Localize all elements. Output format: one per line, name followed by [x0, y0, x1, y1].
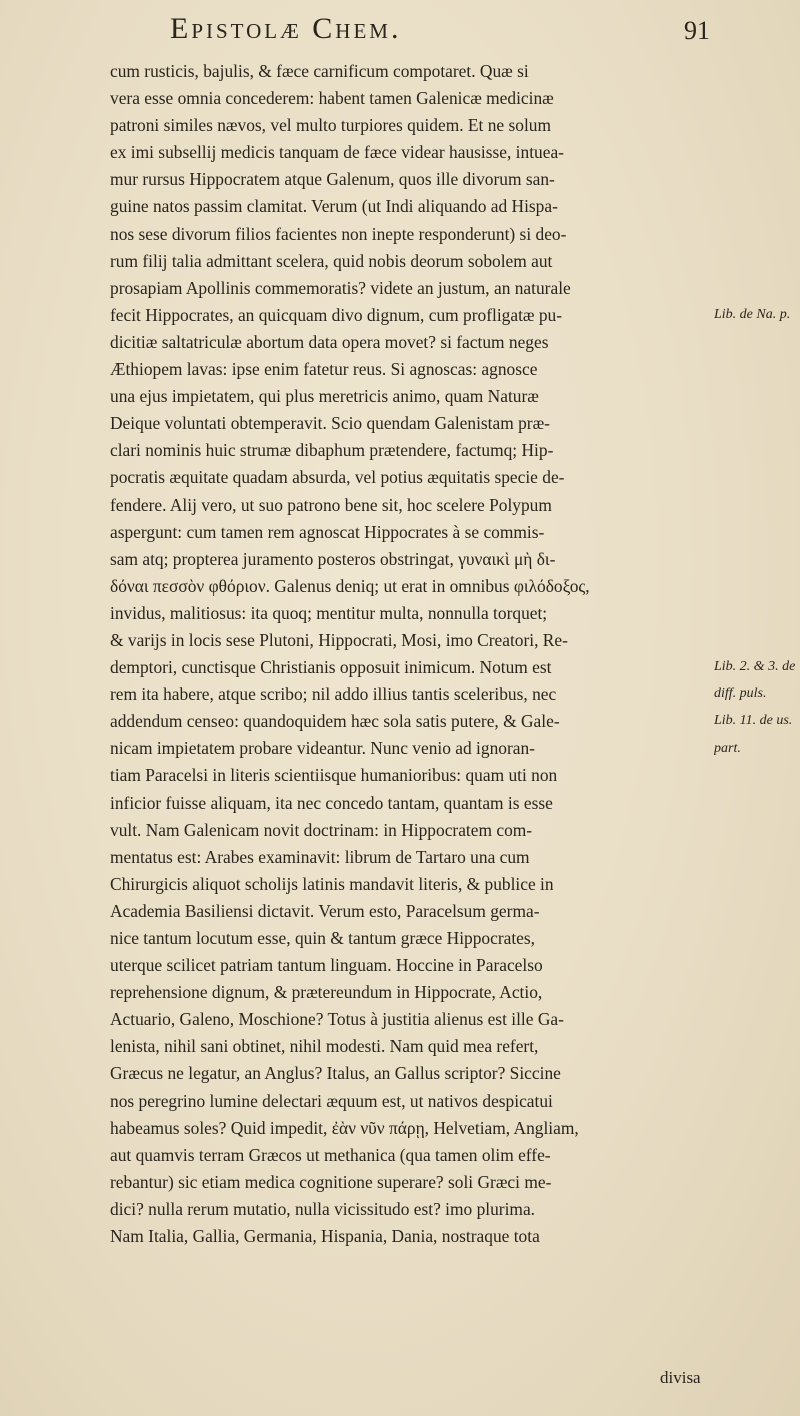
text-line: fendere. Alij vero, ut suo patrono bene sit, hoc scelere Polypum — [110, 494, 552, 515]
text-line: mentatus est: Arabes examinavit: librum de Tartaro una cum — [110, 846, 530, 867]
text-line: cum rusticis, bajulis, & fæce carnificum compotaret. Quæ si — [110, 61, 529, 81]
text-line: aspergunt: cum tamen rem agnoscat Hippocrates à se commis- — [110, 521, 545, 542]
text-line: habeamus soles? Quid impedit, ἐὰν νῦν πάρῃ, Helvetiam, Angliam, — [110, 1117, 579, 1138]
text-line: nos peregrino lumine delectari æquum est, ut nativos despicatui — [110, 1090, 553, 1111]
text-line: guine natos passim clamitat. Verum (ut Indi aliquando ad Hispa- — [110, 196, 558, 217]
page-header — [170, 12, 710, 62]
text-line: Chirurgicis aliquot scholijs latinis mandavit literis, & publice in — [110, 873, 554, 894]
text-line: una ejus impietatem, qui plus meretricis animo, quam Naturæ — [110, 386, 539, 407]
text-line: rum filij talia admittant scelera, quid nobis deorum sobolem aut — [110, 250, 553, 271]
text-line: nicam impietatem probare videantur. Nunc venio ad ignoran- — [110, 738, 535, 759]
margin-note: part. — [714, 740, 741, 756]
text-line: lenista, nihil sani obtinet, nihil modesti. Nam quid mea refert, — [110, 1036, 539, 1057]
margin-note: diff. puls. — [714, 686, 767, 702]
text-line: Deique voluntati obtemperavit. Scio quendam Galenistam præ- — [110, 413, 550, 434]
text-line: pocratis æquitate quadam absurda, vel potius æquitatis specie de- — [110, 467, 565, 488]
text-line: δόναι πεσσὸν φθόριον. Galenus deniq; ut erat in omnibus φιλόδοξος, — [110, 575, 590, 596]
text-line: rebantur) sic etiam medica cognitione superare? soli Græci me- — [110, 1171, 552, 1192]
text-line: nice tantum locutum esse, quin & tantum græce Hippocrates, — [110, 928, 536, 948]
text-line: aut quamvis terram Græcos ut methanica (qua tamen olim effe- — [110, 1144, 551, 1165]
text-line: Academia Basiliensi dictavit. Verum esto, Paracelsum germa- — [110, 900, 540, 921]
text-line: uterque scilicet patriam tantum linguam. Hoccine in Paracelso — [110, 955, 543, 976]
margin-note: Lib. 2. & 3. de — [714, 659, 796, 675]
text-line: fecit Hippocrates, an quicquam divo dignum, cum profligatæ pu- — [110, 304, 563, 325]
text-line: dicitiæ saltatriculæ abortum data opera movet? si factum neges — [110, 331, 549, 352]
text-line: vult. Nam Galenicam novit doctrinam: in Hippocratem com- — [110, 819, 533, 840]
body-text — [110, 58, 710, 1250]
margin-note: Lib. de Na. p. — [714, 306, 791, 322]
text-line: sam atq; propterea juramento posteros obstringat, γυναικὶ μὴ δι- — [110, 548, 556, 569]
text-line: patroni similes nævos, vel multo turpiores quidem. Et ne solum — [110, 115, 552, 136]
text-line: invidus, malitiosus: ita quoq; mentitur multa, nonnulla torquet; — [110, 602, 548, 623]
text-line: Æthiopem lavas: ipse enim fatetur reus. Si agnoscas: agnosce — [110, 359, 538, 380]
margin-note: Lib. 11. de us. — [714, 713, 793, 729]
text-line: & varijs in locis sese Plutoni, Hippocrati, Mosi, imo Creatori, Re- — [110, 629, 568, 650]
text-line: clari nominis huic strumæ dibaphum prætendere, factumq; Hip- — [110, 440, 554, 461]
text-line: prosapiam Apollinis commemoratis? videte an justum, an naturale — [110, 277, 571, 298]
text-line: demptori, cunctisque Christianis opposuit inimicum. Notum est — [110, 657, 552, 678]
text-line: Actuario, Galeno, Moschione? Totus à justitia alienus est ille Ga- — [110, 1009, 564, 1030]
text-line: vera esse omnia concederem: habent tamen Galenicæ medicinæ — [110, 88, 554, 109]
text-line: nos sese divorum filios facientes non inepte responderunt) si deo- — [110, 223, 567, 244]
text-line: Nam Italia, Gallia, Germania, Hispania, Dania, nostraque tota — [110, 1226, 540, 1247]
text-line: inficior fuisse aliquam, ita nec concedo tantam, quantam is esse — [110, 792, 553, 813]
catchword: divisa — [660, 1368, 701, 1387]
text-line: reprehensione dignum, & prætereundum in Hippocrate, Actio, — [110, 982, 543, 1003]
text-line: addendum censeo: quandoquidem hæc sola satis putere, & Gale- — [110, 711, 560, 732]
text-line: ex imi subsellij medicis tanquam de fæce videar hausisse, intuea- — [110, 142, 564, 163]
page-number: 91 — [684, 16, 710, 45]
text-line: rem ita habere, atque scribo; nil addo illius tantis sceleribus, nec — [110, 684, 557, 705]
text-line: Græcus ne legatur, an Anglus? Italus, an Gallus scriptor? Siccine — [110, 1063, 561, 1084]
text-line: tiam Paracelsi in literis scientiisque humanioribus: quam uti non — [110, 765, 558, 786]
text-line: dici? nulla rerum mutatio, nulla vicissitudo est? imo plurima. — [110, 1198, 536, 1219]
running-title: Epistolæ Chem. — [170, 12, 402, 45]
text-line: mur rursus Hippocratem atque Galenum, quos ille divorum san- — [110, 169, 555, 190]
